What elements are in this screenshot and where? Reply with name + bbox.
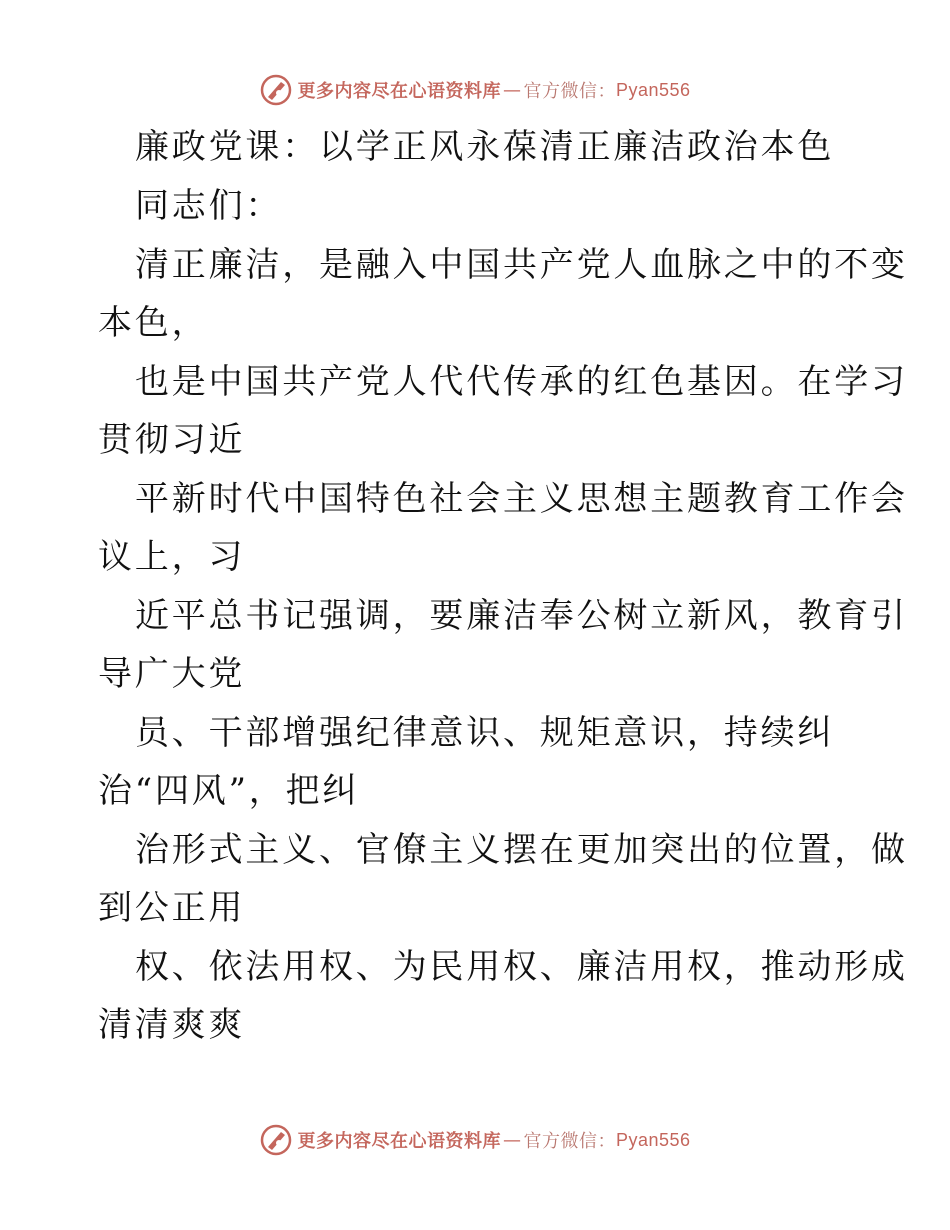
paragraph-line: 导广大党 — [98, 654, 246, 694]
paragraph-line: 同志们： — [135, 186, 283, 226]
paragraph-line: 也是中国共产党人代代传承的红色基因。在学习 — [135, 362, 908, 402]
header-watermark — [0, 70, 950, 110]
watermark-separator: — — [502, 79, 522, 101]
paragraph-line: 平新时代中国特色社会主义思想主题教育工作会 — [135, 479, 908, 519]
paragraph-line: 员、干部增强纪律意识、规矩意识，持续纠 — [135, 713, 835, 753]
watermark-label: 官方微信： — [523, 1131, 616, 1152]
paragraph-line: 治“四风”，把纠 — [98, 771, 360, 811]
paragraph-line: 贯彻习近 — [98, 420, 246, 460]
pen-logo-icon — [259, 73, 293, 107]
paragraph-line: 权、依法用权、为民用权、廉洁用权，推动形成 — [135, 947, 908, 987]
paragraph-line: 本色， — [98, 303, 209, 343]
paragraph-line: 议上，习 — [98, 537, 246, 577]
watermark-label: 官方微信： — [523, 81, 616, 102]
watermark-id: Pyan556 — [615, 79, 691, 100]
document-title: 廉政党课：以学正风永葆清正廉洁政治本色 — [135, 127, 835, 167]
watermark-id: Pyan556 — [615, 1129, 691, 1150]
watermark-site: 更多内容尽在心语资料库 — [297, 81, 501, 102]
footer-watermark — [0, 1120, 950, 1160]
paragraph-line: 治形式主义、官僚主义摆在更加突出的位置，做 — [135, 830, 908, 870]
paragraph-line: 清清爽爽 — [98, 1005, 246, 1045]
paragraph-line: 近平总书记强调，要廉洁奉公树立新风，教育引 — [135, 596, 908, 636]
paragraph-line: 到公正用 — [98, 888, 246, 928]
paragraph-line: 清正廉洁，是融入中国共产党人血脉之中的不变 — [135, 245, 908, 285]
pen-logo-icon — [259, 1123, 293, 1157]
watermark-separator: — — [502, 1129, 522, 1151]
watermark-site: 更多内容尽在心语资料库 — [297, 1131, 501, 1152]
